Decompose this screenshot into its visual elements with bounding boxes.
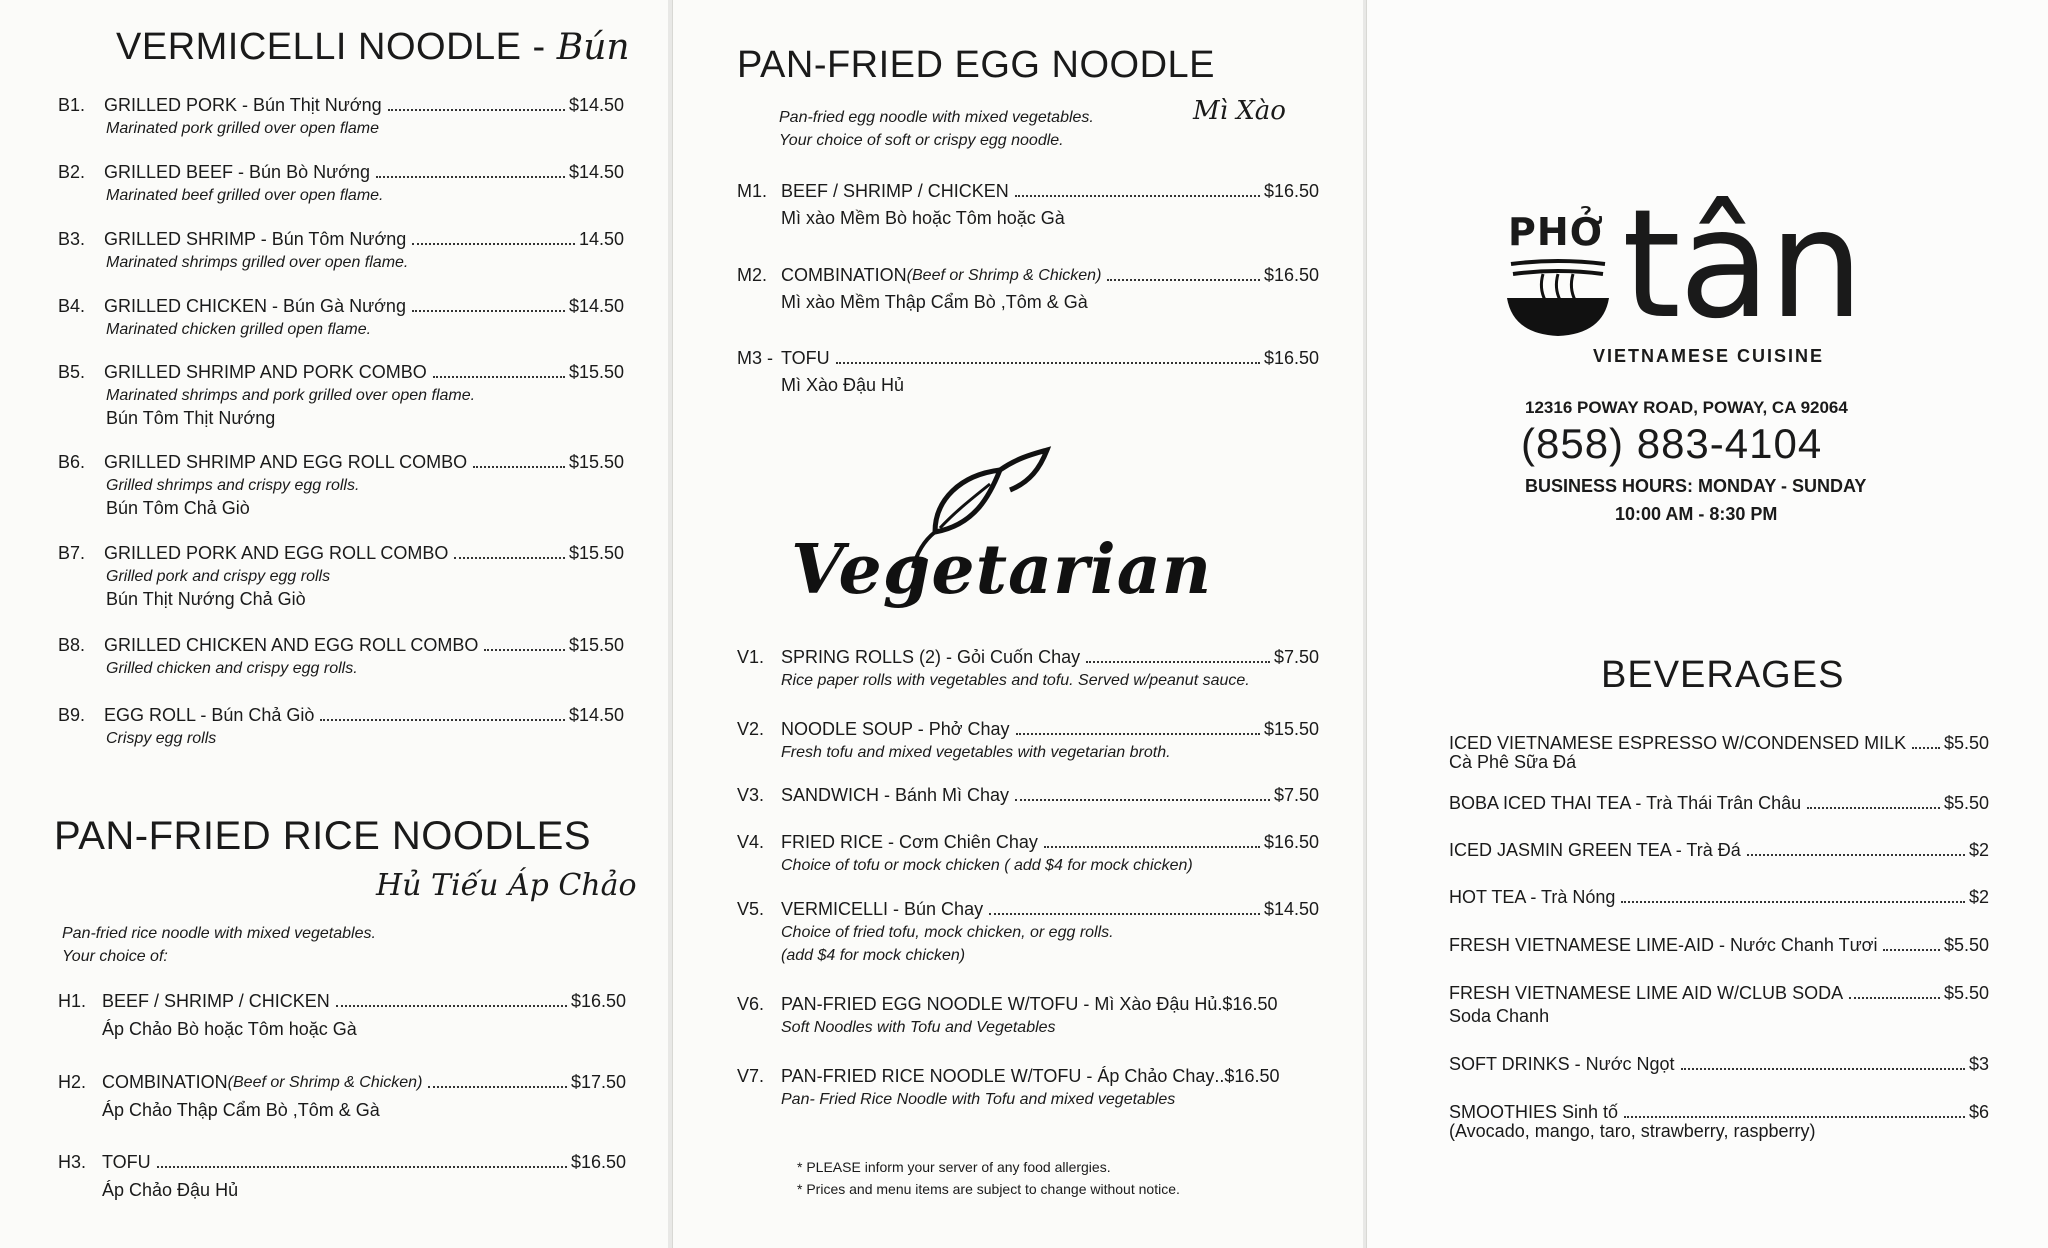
leader-dots xyxy=(1016,733,1260,735)
item-name: GRILLED SHRIMP - Bún Tôm Nướng xyxy=(104,229,407,249)
leader-dots xyxy=(1621,901,1965,903)
item-desc: Choice of tofu or mock chicken ( add $4 for mock chicken) xyxy=(781,857,1193,874)
beverage-name: ICED VIETNAMESE ESPRESSO W/CONDENSED MILK xyxy=(1449,733,1907,753)
item-viet: Mì xào Mềm Bò hoặc Tôm hoặc Gà xyxy=(781,208,1065,228)
leader-dots xyxy=(320,719,565,721)
pho-bowl-icon xyxy=(1503,258,1613,338)
item-code: B1. xyxy=(58,95,86,115)
beverage-item-5 xyxy=(1449,934,1989,957)
leader-dots xyxy=(1883,949,1939,951)
leader-dots xyxy=(836,362,1260,364)
leader-dots xyxy=(412,243,575,245)
left-panel xyxy=(0,0,668,1248)
leader-dots xyxy=(1044,846,1260,848)
leader-dots xyxy=(1086,661,1270,663)
item-viet: Bún Tôm Thịt Nướng xyxy=(106,408,276,428)
item-price: $16.50 xyxy=(1263,348,1319,368)
item-name-detail: (Beef or Shrimp & Chicken) xyxy=(906,267,1102,284)
beverage-item-7 xyxy=(1449,1053,1989,1076)
footnote-prices: * Prices and menu items are subject to change without notice. xyxy=(797,1181,1180,1197)
menu-item-v6 xyxy=(737,993,1319,1039)
leader-dots xyxy=(1849,997,1940,999)
beverage-name: BOBA ICED THAI TEA - Trà Thái Trân Châu xyxy=(1449,793,1802,813)
item-desc: Marinated shrimps and pork grilled over open flame. xyxy=(106,387,476,404)
leader-dots xyxy=(1015,195,1260,197)
beverage-item-4 xyxy=(1449,886,1989,909)
menu-item-m3 xyxy=(737,347,1319,397)
leader-dots xyxy=(388,109,565,111)
item-code: V6. xyxy=(737,994,765,1014)
item-code: H1. xyxy=(58,991,87,1011)
item-name-detail: (Beef or Shrimp & Chicken) xyxy=(227,1074,423,1091)
right-panel xyxy=(1366,0,2048,1248)
leader-dots xyxy=(1015,799,1270,801)
item-desc: Marinated pork grilled over open flame xyxy=(106,120,380,137)
item-desc: Pan- Fried Rice Noodle with Tofu and mixed vegetables xyxy=(781,1091,1176,1108)
leader-dots xyxy=(473,466,565,468)
menu-item-v5 xyxy=(737,898,1319,967)
item-code: H3. xyxy=(58,1152,87,1172)
item-code: M1. xyxy=(737,181,768,201)
rice-noodles-title-script: Hủ Tiếu Áp Chảo xyxy=(376,868,637,903)
item-price: $14.50 xyxy=(568,705,624,725)
leader-dots xyxy=(433,376,565,378)
item-name: PAN-FRIED RICE NOODLE W/TOFU - Áp Chảo Chay xyxy=(781,1066,1215,1086)
item-viet: Bún Thịt Nướng Chả Giò xyxy=(106,589,306,609)
beverage-viet: Cà Phê Sữa Đá xyxy=(1449,752,1577,772)
vegetarian-title: Vegetarian xyxy=(791,530,1213,610)
beverage-price: $5.50 xyxy=(1943,983,1989,1003)
item-name: TOFU xyxy=(102,1152,151,1172)
middle-panel xyxy=(672,0,1363,1248)
item-name: COMBINATION xyxy=(781,265,907,285)
beverage-item-6 xyxy=(1449,982,1989,1028)
menu-item-v4 xyxy=(737,831,1319,877)
beverage-price: $5.50 xyxy=(1943,733,1989,753)
egg-noodle-title: PAN-FRIED EGG NOODLE xyxy=(737,44,1216,86)
item-price: $15.50 xyxy=(568,362,624,382)
leader-dots xyxy=(428,1086,567,1088)
item-price: $7.50 xyxy=(1273,647,1319,667)
beverage-name: FRESH VIETNAMESE LIME-AID - Nước Chanh Tươi xyxy=(1449,935,1878,955)
item-name: GRILLED SHRIMP AND EGG ROLL COMBO xyxy=(104,452,468,472)
rice-noodles-note-line2: Your choice of: xyxy=(62,948,168,965)
item-viet: Bún Tôm Chả Giò xyxy=(106,498,250,518)
item-viet: Áp Chảo Đậu Hủ xyxy=(102,1180,239,1200)
menu-item-b3 xyxy=(58,228,624,274)
item-price: $16.50 xyxy=(1263,181,1319,201)
item-desc: Grilled chicken and crispy egg rolls. xyxy=(106,660,358,677)
item-name: EGG ROLL - Bún Chả Giò xyxy=(104,705,315,725)
phone-number: (858) 883-4104 xyxy=(1521,420,1823,467)
beverage-item-1 xyxy=(1449,732,1989,774)
item-price: $17.50 xyxy=(570,1072,626,1092)
beverage-name: SOFT DRINKS - Nước Ngọt xyxy=(1449,1054,1675,1074)
beverage-name: FRESH VIETNAMESE LIME AID W/CLUB SODA xyxy=(1449,983,1844,1003)
item-code: B9. xyxy=(58,705,86,725)
footnote-allergies: * PLEASE inform your server of any food allergies. xyxy=(797,1159,1111,1175)
item-price: .$16.50 xyxy=(1217,994,1278,1014)
item-desc: Soft Noodles with Tofu and Vegetables xyxy=(781,1019,1056,1036)
menu-item-b7 xyxy=(58,542,624,611)
vermicelli-title-text: VERMICELLI NOODLE - xyxy=(116,26,546,68)
item-code: V4. xyxy=(737,832,765,852)
leader-dots xyxy=(484,649,565,651)
business-hours: 10:00 AM - 8:30 PM xyxy=(1615,504,1778,524)
item-name: SPRING ROLLS (2) - Gỏi Cuốn Chay xyxy=(781,647,1081,667)
business-hours-label: BUSINESS HOURS: MONDAY - SUNDAY xyxy=(1525,476,1867,496)
item-price: $7.50 xyxy=(1273,785,1319,805)
menu-item-v7 xyxy=(737,1065,1319,1111)
item-code: V5. xyxy=(737,899,765,919)
leader-dots xyxy=(336,1005,567,1007)
item-name: COMBINATION xyxy=(102,1072,228,1092)
item-name: GRILLED CHICKEN - Bún Gà Nướng xyxy=(104,296,406,316)
item-code: V1. xyxy=(737,647,765,667)
rice-noodles-title: PAN-FRIED RICE NOODLES xyxy=(54,814,591,858)
item-name: GRILLED SHRIMP AND PORK COMBO xyxy=(104,362,427,382)
menu-item-b1 xyxy=(58,94,624,140)
item-code: H2. xyxy=(58,1072,87,1092)
item-price: $14.50 xyxy=(568,162,624,182)
cuisine-label: VIETNAMESE CUISINE xyxy=(1593,346,1825,366)
item-viet: Áp Chảo Bò hoặc Tôm hoặc Gà xyxy=(102,1019,357,1039)
beverage-price: $2 xyxy=(1968,887,1989,907)
item-code: V7. xyxy=(737,1066,765,1086)
item-name: GRILLED CHICKEN AND EGG ROLL COMBO xyxy=(104,635,479,655)
vermicelli-title-script: Bún xyxy=(556,27,630,68)
item-code: B3. xyxy=(58,229,86,249)
leader-dots xyxy=(157,1166,567,1168)
logo-tan: tân xyxy=(1622,178,1862,352)
item-desc: Grilled pork and crispy egg rolls xyxy=(106,568,331,585)
item-code: B5. xyxy=(58,362,86,382)
menu-item-b5 xyxy=(58,361,624,430)
egg-noodle-note-line1: Pan-fried egg noodle with mixed vegetables. xyxy=(779,109,1094,126)
item-code: B7. xyxy=(58,543,86,563)
item-name: VERMICELLI - Bún Chay xyxy=(781,899,984,919)
item-name: GRILLED BEEF - Bún Bò Nướng xyxy=(104,162,370,182)
item-viet: Mì xào Mềm Thập Cẩm Bò ,Tôm & Gà xyxy=(781,292,1088,312)
beverage-viet: Soda Chanh xyxy=(1449,1006,1550,1026)
menu-item-b9 xyxy=(58,704,624,750)
leader-dots xyxy=(1624,1116,1965,1118)
item-name: BEEF / SHRIMP / CHICKEN xyxy=(781,181,1009,201)
leader-dots xyxy=(1747,854,1965,856)
menu-item-b2 xyxy=(58,161,624,207)
egg-noodle-note-line2: Your choice of soft or crispy egg noodle. xyxy=(779,132,1064,149)
menu-item-h1 xyxy=(58,990,626,1041)
item-price: ..$16.50 xyxy=(1214,1066,1280,1086)
item-code: B6. xyxy=(58,452,86,472)
item-price: $16.50 xyxy=(570,991,626,1011)
beverage-item-8 xyxy=(1449,1101,1989,1143)
item-name: GRILLED PORK AND EGG ROLL COMBO xyxy=(104,543,449,563)
leader-dots xyxy=(412,310,565,312)
menu-item-v1 xyxy=(737,646,1319,692)
item-price: $15.50 xyxy=(1263,719,1319,739)
item-price: $15.50 xyxy=(568,635,624,655)
menu-item-b6 xyxy=(58,451,624,520)
rice-noodles-note-line1: Pan-fried rice noodle with mixed vegetables. xyxy=(62,925,376,942)
menu-item-h3 xyxy=(58,1151,626,1202)
beverage-name: HOT TEA - Trà Nóng xyxy=(1449,887,1616,907)
item-name: PAN-FRIED EGG NOODLE W/TOFU - Mì Xào Đậu Hủ xyxy=(781,994,1218,1014)
leader-dots xyxy=(1912,747,1940,749)
item-price: $16.50 xyxy=(570,1152,626,1172)
item-code: M3 - xyxy=(737,348,773,368)
menu-item-v3 xyxy=(737,784,1319,807)
item-name: SANDWICH - Bánh Mì Chay xyxy=(781,785,1010,805)
logo-pho: PHỞ xyxy=(1508,210,1604,254)
item-desc: Rice paper rolls with vegetables and tofu. Served w/peanut sauce. xyxy=(781,672,1250,689)
item-name: NOODLE SOUP - Phở Chay xyxy=(781,719,1010,739)
beverage-item-2 xyxy=(1449,792,1989,815)
menu-item-m1 xyxy=(737,180,1319,230)
item-name: FRIED RICE - Cơm Chiên Chay xyxy=(781,832,1038,852)
leader-dots xyxy=(989,913,1260,915)
item-desc-2: (add $4 for mock chicken) xyxy=(781,947,966,964)
beverage-name: SMOOTHIES Sinh tố xyxy=(1449,1102,1619,1122)
menu-item-b4 xyxy=(58,295,624,341)
beverages-title: BEVERAGES xyxy=(1601,654,1845,696)
item-price: $15.50 xyxy=(568,543,624,563)
item-viet: Áp Chảo Thập Cẩm Bò ,Tôm & Gà xyxy=(102,1100,380,1120)
beverage-price: $2 xyxy=(1968,840,1989,860)
menu-item-v2 xyxy=(737,718,1319,764)
item-price: $14.50 xyxy=(568,296,624,316)
item-code: B2. xyxy=(58,162,86,182)
address: 12316 POWAY ROAD, POWAY, CA 92064 xyxy=(1525,398,1848,417)
beverage-viet: (Avocado, mango, taro, strawberry, raspberry) xyxy=(1449,1121,1816,1141)
item-price: $14.50 xyxy=(568,95,624,115)
menu-item-h2 xyxy=(58,1071,626,1122)
menu-item-b8 xyxy=(58,634,624,680)
footnotes xyxy=(797,1156,1180,1200)
item-price: 14.50 xyxy=(578,229,624,249)
item-desc: Choice of fried tofu, mock chicken, or egg rolls. xyxy=(781,924,1114,941)
item-desc: Crispy egg rolls xyxy=(106,730,217,747)
beverage-item-3 xyxy=(1449,839,1989,862)
egg-noodle-title-script: Mì Xào xyxy=(1193,96,1286,126)
item-desc: Fresh tofu and mixed vegetables with vegetarian broth. xyxy=(781,744,1171,761)
beverage-price: $6 xyxy=(1968,1102,1989,1122)
rice-noodles-note xyxy=(62,922,376,968)
beverage-price: $5.50 xyxy=(1943,935,1989,955)
leader-dots xyxy=(376,176,565,178)
item-price: $16.50 xyxy=(1263,265,1319,285)
item-code: V2. xyxy=(737,719,765,739)
leader-dots xyxy=(1107,279,1260,281)
item-code: B8. xyxy=(58,635,86,655)
item-desc: Marinated beef grilled over open flame. xyxy=(106,187,384,204)
item-price: $15.50 xyxy=(568,452,624,472)
vermicelli-title xyxy=(116,26,630,69)
item-code: B4. xyxy=(58,296,86,316)
item-desc: Marinated shrimps grilled over open flame. xyxy=(106,254,409,271)
egg-noodle-note xyxy=(779,106,1094,152)
item-code: M2. xyxy=(737,265,768,285)
menu-item-m2 xyxy=(737,264,1319,314)
beverage-price: $5.50 xyxy=(1943,793,1989,813)
item-desc: Grilled shrimps and crispy egg rolls. xyxy=(106,477,360,494)
item-price: $14.50 xyxy=(1263,899,1319,919)
item-name: BEEF / SHRIMP / CHICKEN xyxy=(102,991,330,1011)
item-desc: Marinated chicken grilled open flame. xyxy=(106,321,372,338)
leader-dots xyxy=(454,557,565,559)
item-name: GRILLED PORK - Bún Thịt Nướng xyxy=(104,95,382,115)
item-price: $16.50 xyxy=(1263,832,1319,852)
item-code: V3. xyxy=(737,785,765,805)
beverage-name: ICED JASMIN GREEN TEA - Trà Đá xyxy=(1449,840,1741,860)
beverage-price: $3 xyxy=(1968,1054,1989,1074)
leader-dots xyxy=(1681,1068,1965,1070)
item-viet: Mì Xào Đậu Hủ xyxy=(781,375,905,395)
leader-dots xyxy=(1807,807,1940,809)
item-name: TOFU xyxy=(781,348,830,368)
